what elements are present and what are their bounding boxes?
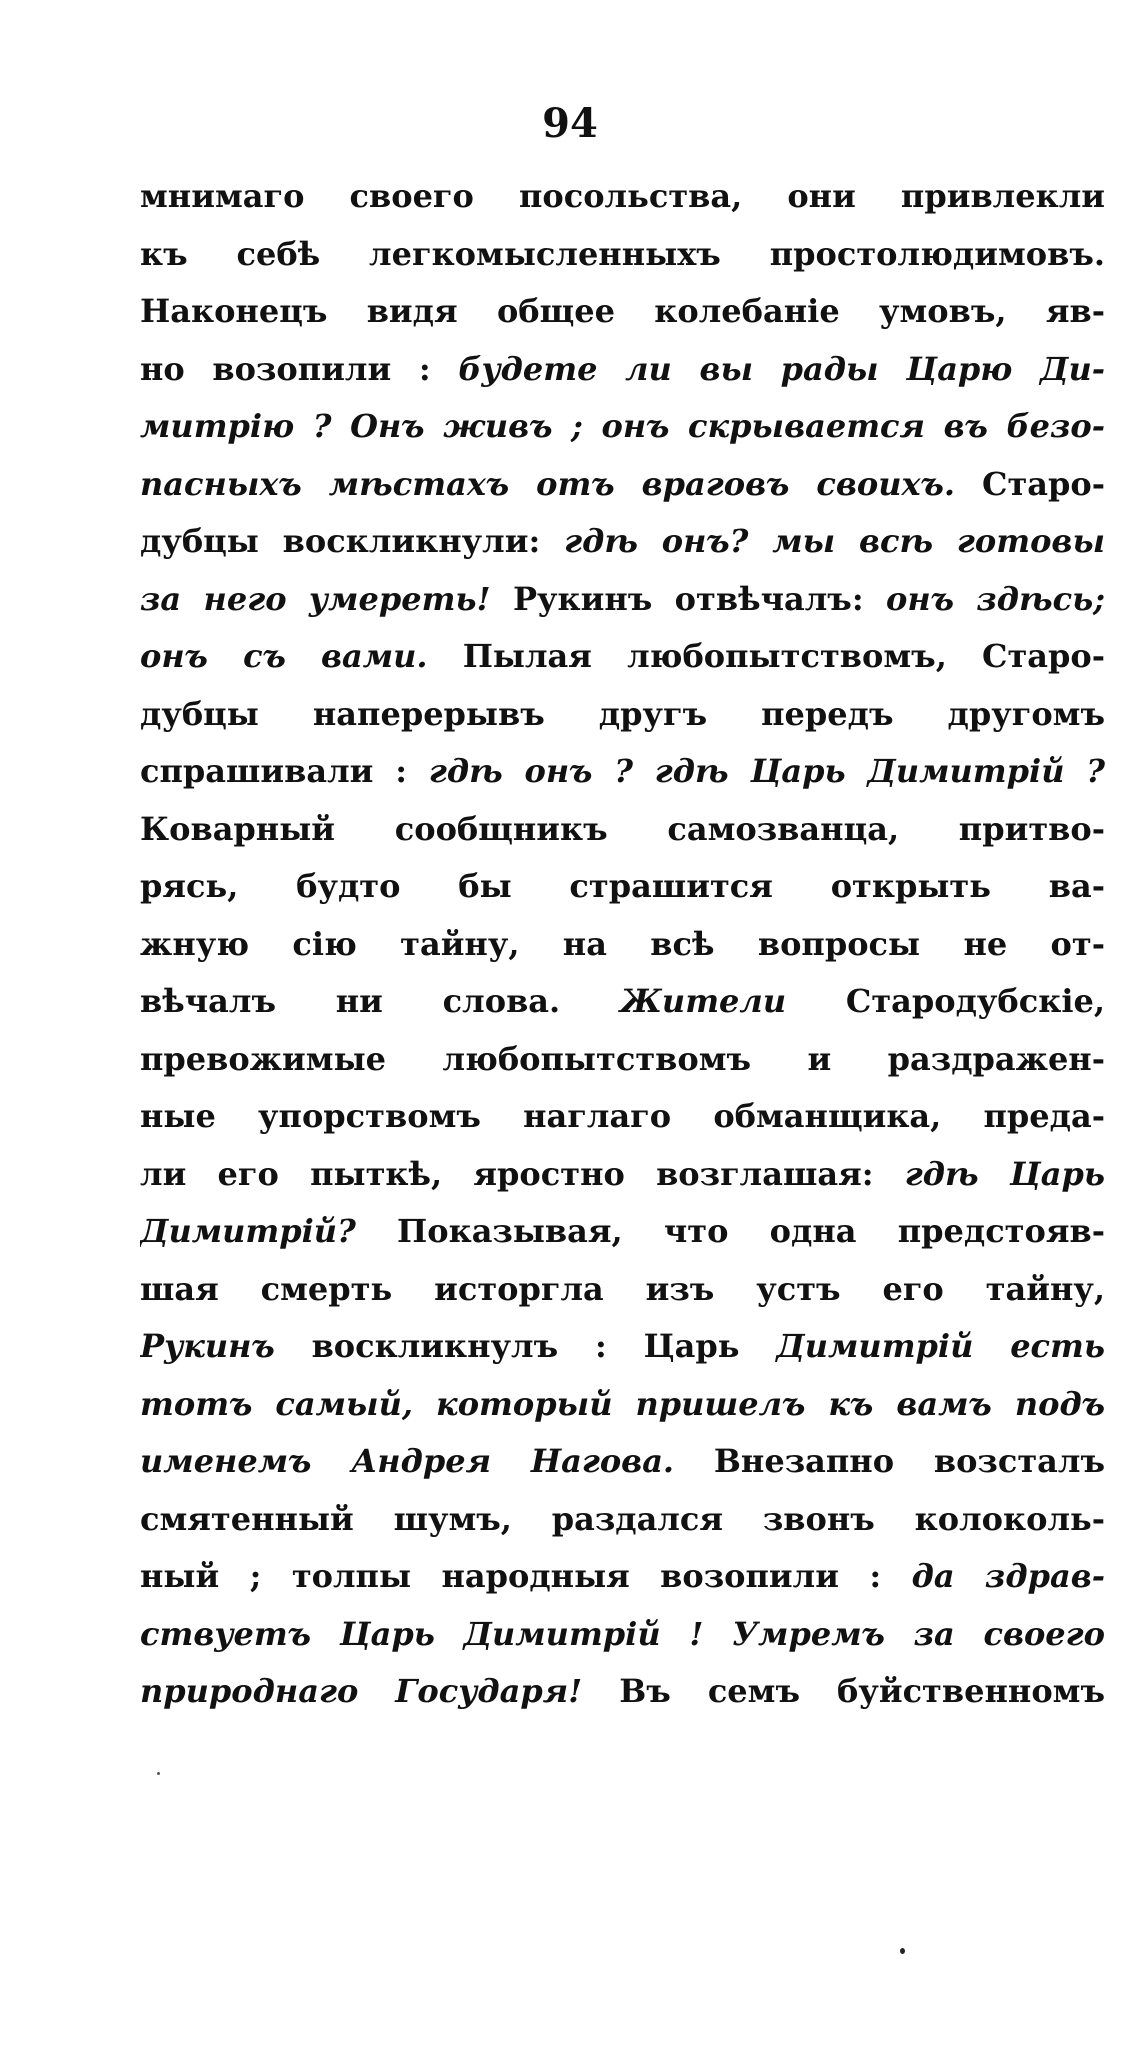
italic-text-segment: будете ли вы рады Царю Ди-: [458, 349, 1105, 388]
italic-text-segment: тотъ самый, который пришелъ къ вамъ подъ: [140, 1384, 1105, 1423]
text-segment: смятенный шумъ, раздался звонъ колоколь-: [140, 1499, 1105, 1538]
text-line: [140, 628, 1105, 686]
text-line: [140, 1433, 1105, 1491]
text-line: [140, 686, 1105, 744]
text-line: [140, 283, 1105, 341]
italic-text-segment: гдѣ онъ ? гдѣ Царь Димитрій ?: [428, 752, 1105, 790]
text-segment: воскликнулъ : Царь: [274, 1327, 777, 1365]
text-segment: превожимые любопытствомъ и раздражен-: [140, 1039, 1105, 1078]
text-segment: Въ семъ буйственномъ: [582, 1672, 1105, 1710]
text-line: [140, 1663, 1105, 1721]
text-segment: ные упорствомъ наглаго обманщика, преда-: [140, 1097, 1105, 1135]
text-line: [140, 1088, 1105, 1146]
text-line: [140, 1318, 1105, 1376]
text-line: [140, 226, 1105, 284]
page-number: 94: [542, 100, 598, 147]
italic-text-segment: митрію ? Онъ живъ ; онъ скрывается въ безо-: [140, 407, 1105, 445]
text-segment: Стародубскіе,: [786, 982, 1105, 1020]
italic-text-segment: онъ здѣсь;: [886, 579, 1105, 618]
italic-text-segment: Жители: [619, 982, 787, 1020]
text-line: [140, 1491, 1105, 1549]
text-segment: ли его пыткѣ, яростно возглашая:: [140, 1154, 905, 1193]
text-segment: дубцы наперерывъ другъ передъ другомъ: [140, 694, 1105, 733]
text-line: [140, 801, 1105, 859]
italic-text-segment: Рукинъ: [140, 1327, 275, 1365]
text-line: [140, 168, 1105, 226]
text-segment: къ себѣ легкомысленныхъ простолюдимовъ.: [140, 234, 1105, 273]
body-text: [140, 168, 1105, 1721]
text-segment: Пылая любопытствомъ, Старо-: [427, 637, 1105, 675]
text-segment: ный ; толпы народныя возопили :: [140, 1557, 912, 1595]
italic-text-segment: гдѣ онъ? мы всѣ готовы: [564, 522, 1105, 560]
text-line: [140, 1031, 1105, 1089]
text-line: [140, 1376, 1105, 1434]
text-segment: мнимаго своего посольства, они привлекли: [140, 177, 1105, 215]
text-segment: Наконецъ видя общее колебаніе умовъ, яв-: [140, 292, 1105, 330]
text-line: [140, 973, 1105, 1031]
text-segment: вѣчалъ ни слова.: [140, 982, 620, 1020]
text-segment: спрашивали :: [140, 752, 429, 790]
text-line: [140, 743, 1105, 801]
text-line: [140, 1146, 1105, 1204]
text-line: [140, 1203, 1105, 1261]
italic-text-segment: онъ съ вами.: [140, 637, 428, 675]
italic-text-segment: Димитрій есть: [776, 1327, 1105, 1365]
text-segment: Показывая, что одна предстояв-: [355, 1212, 1105, 1250]
italic-text-segment: Димитрій?: [140, 1212, 356, 1250]
text-line: [140, 513, 1105, 571]
italic-text-segment: за него умереть!: [140, 579, 491, 618]
text-segment: шая смерть исторгла изъ устъ его тайну,: [140, 1269, 1105, 1308]
text-line: [140, 916, 1105, 974]
text-line: [140, 571, 1105, 629]
text-line: [140, 858, 1105, 916]
text-segment: Рукинъ отвѣчалъ:: [490, 579, 887, 618]
text-segment: рясь, будто бы страшится открыть ва-: [140, 867, 1105, 905]
italic-text-segment: природнаго Государя!: [140, 1672, 583, 1710]
text-line: [140, 341, 1105, 399]
text-line: [140, 1548, 1105, 1606]
text-line: [140, 398, 1105, 456]
text-segment: Коварный сообщникъ самозванца, притво-: [140, 809, 1105, 848]
text-segment: Старо-: [954, 464, 1105, 503]
ink-speck: [157, 1772, 160, 1775]
text-line: [140, 1261, 1105, 1319]
text-segment: дубцы воскликнули:: [140, 522, 565, 560]
italic-text-segment: гдѣ Царь: [904, 1154, 1105, 1193]
text-segment: но возопили :: [140, 349, 459, 388]
ink-speck: [900, 1948, 905, 1954]
text-segment: жную сію тайну, на всѣ вопросы не от-: [140, 924, 1105, 963]
italic-text-segment: пасныхъ мѣстахъ отъ враговъ своихъ.: [140, 464, 955, 503]
text-line: [140, 1606, 1105, 1664]
italic-text-segment: именемъ Андрея Нагова.: [140, 1442, 675, 1480]
italic-text-segment: да здрав-: [911, 1557, 1105, 1595]
text-line: [140, 456, 1105, 514]
text-segment: Внезапно возсталъ: [674, 1442, 1105, 1480]
italic-text-segment: ствуетъ Царь Димитрій ! Умремъ за своего: [140, 1614, 1105, 1653]
